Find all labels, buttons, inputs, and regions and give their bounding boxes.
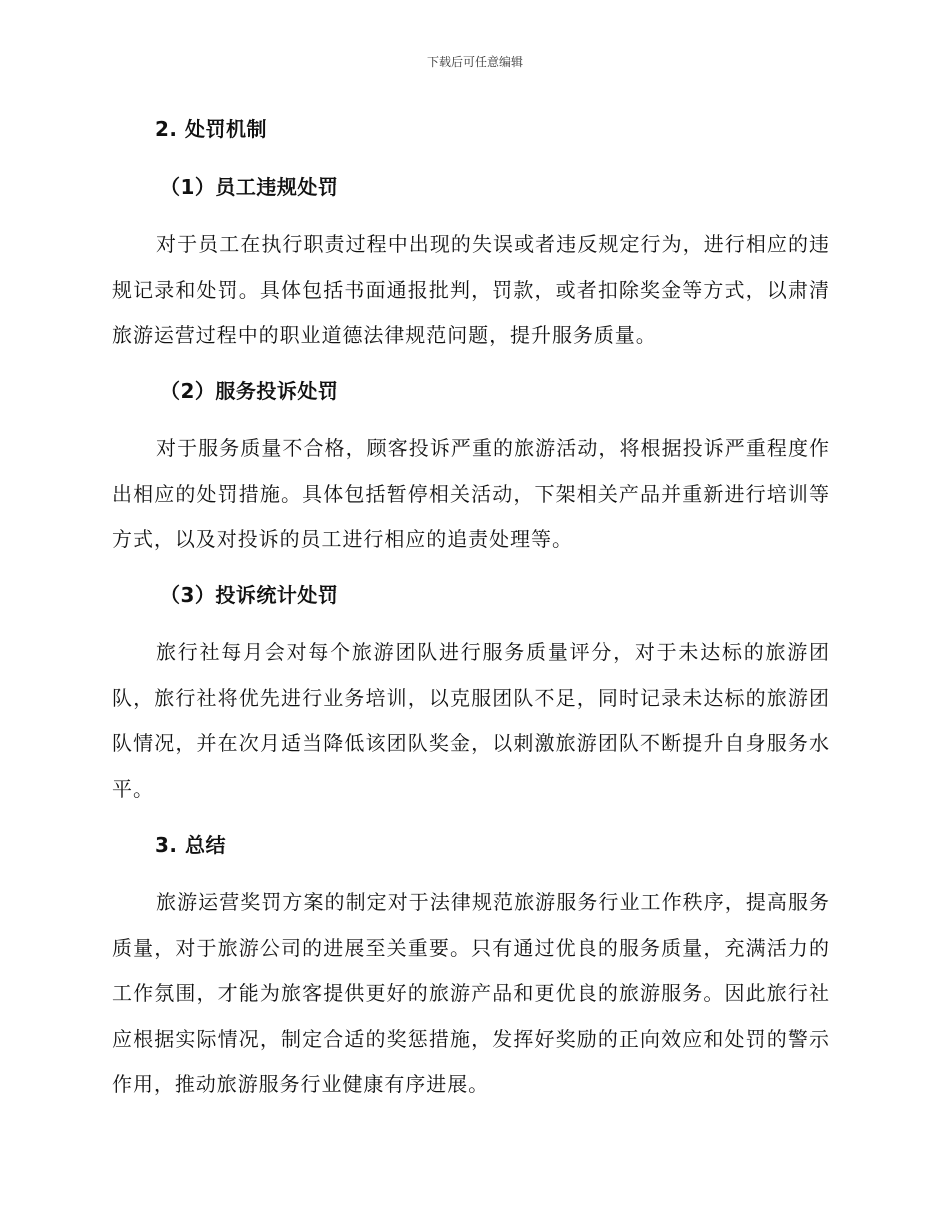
paragraph-complaint-statistics: 旅行社每月会对每个旅游团队进行服务质量评分，对于未达标的旅游团队，旅行社将优先进行业务培训，以克服团队不足，同时记录未达标的旅游团队情况，并在次月适当降低该团队奖金，以刺激旅游团队不断提升自身服务水平。 bbox=[112, 640, 830, 801]
paragraph-service-complaint: 对于服务质量不合格，顾客投诉严重的旅游活动，将根据投诉严重程度作出相应的处罚措施。具体包括暂停相关活动，下架相关产品并重新进行培训等方式，以及对投诉的员工进行相应的追责处理等。 bbox=[112, 436, 830, 551]
paragraph-summary: 旅游运营奖罚方案的制定对于法律规范旅游服务行业工作秩序，提高服务质量，对于旅游公司的进展至关重要。只有通过优良的服务质量，充满活力的工作氛围，才能为旅客提供更好的旅游产品和更优良的旅游服务。因此旅行社应根据实际情况，制定合适的奖惩措施，发挥好奖励的正向效应和处罚的警示作用，推动旅游服务行业健康有序进展。 bbox=[112, 890, 830, 1096]
section-heading-summary: 3. 总结 bbox=[155, 833, 226, 857]
paragraph-employee-violation: 对于员工在执行职责过程中出现的失误或者违反规定行为，进行相应的违规记录和处罚。具体包括书面通报批判，罚款，或者扣除奖金等方式，以肃清旅游运营过程中的职业道德法律规范问题，提升服务质量。 bbox=[112, 232, 830, 347]
subheading-complaint-statistics: （3）投诉统计处罚 bbox=[160, 583, 339, 607]
section-heading-penalty-mechanism: 2. 处罚机制 bbox=[155, 117, 267, 141]
subheading-employee-violation: （1）员工违规处罚 bbox=[160, 175, 339, 199]
page-header: 下载后可任意编辑 bbox=[426, 55, 523, 69]
subheading-service-complaint: （2）服务投诉处罚 bbox=[160, 379, 339, 403]
